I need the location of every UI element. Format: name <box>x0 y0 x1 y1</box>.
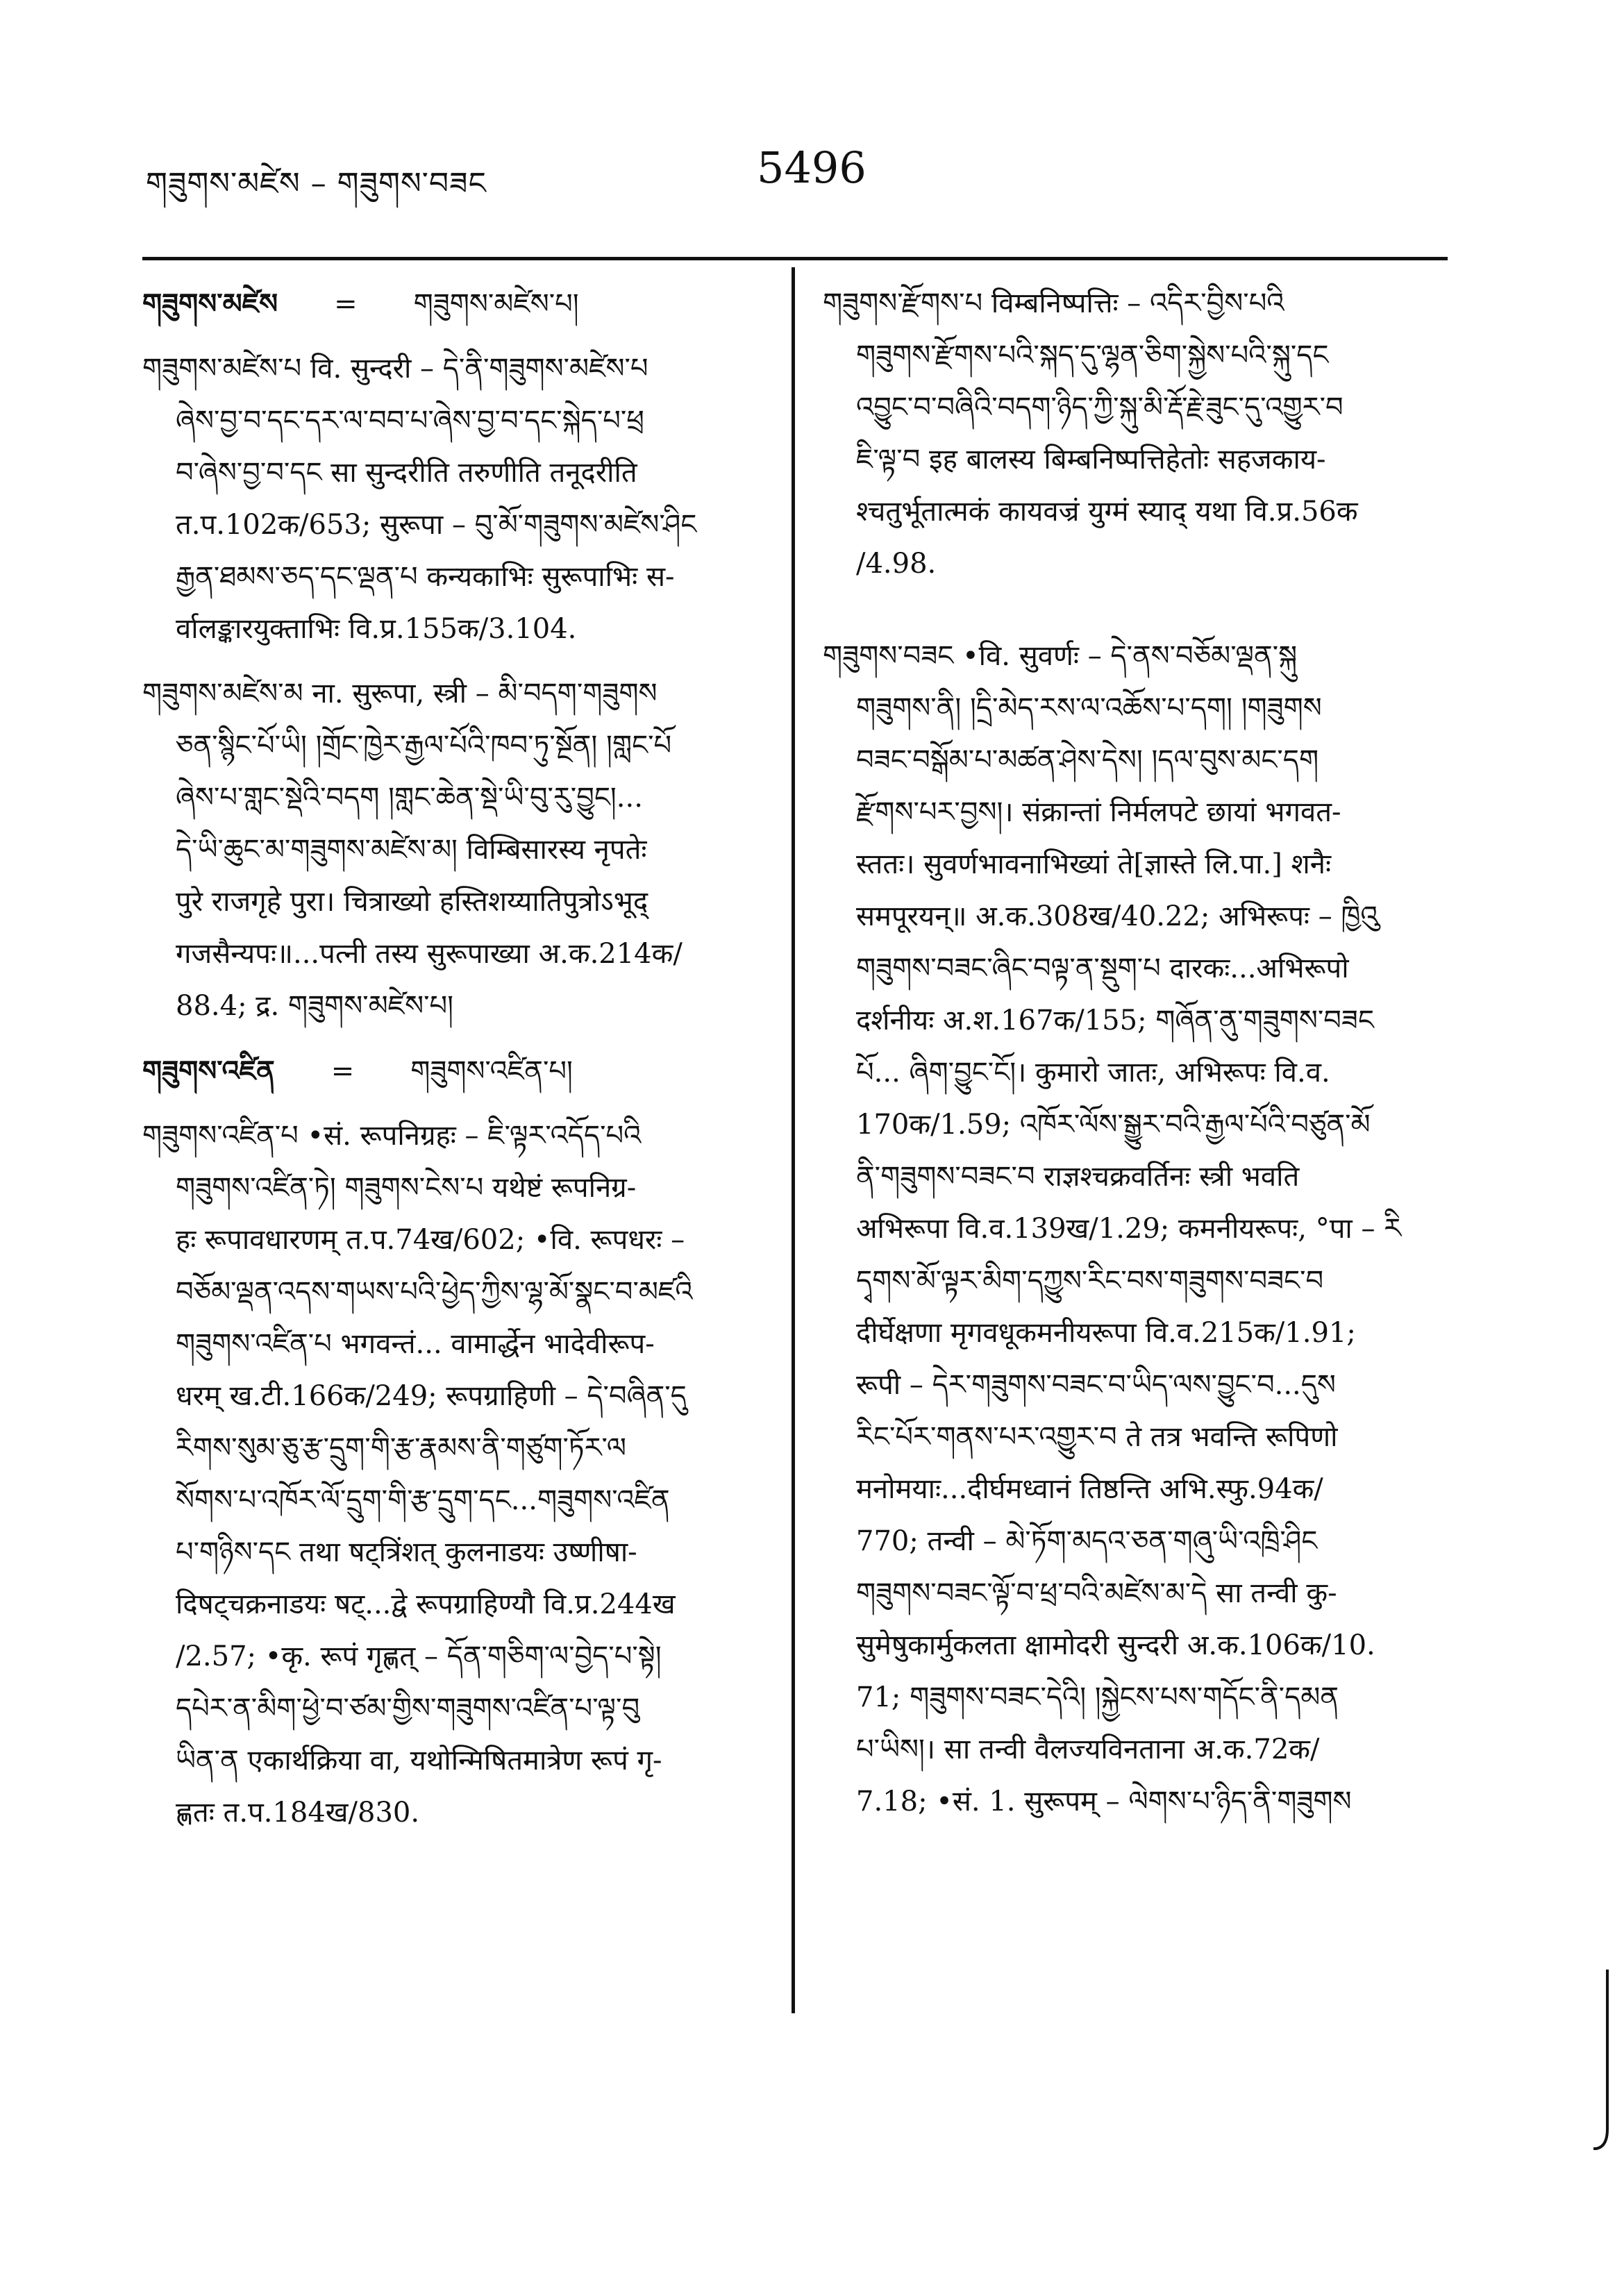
dictionary-entry <box>142 278 781 330</box>
entry-line: स्ततः। सुवर्णभावनाभिख्यां ते[ज्ञास्ते लि.पा.] शनैः <box>856 848 1332 880</box>
scan-edge-mark <box>1593 1970 1612 2150</box>
entry-line: བཟང་བསྒོམ་པ་མཚན་ཤེས་དེས། །དལ་བུས་མང་དག <box>856 744 1319 776</box>
entry-line: अभिरूपा वि.व.139ख/1.29; कमनीयरूपः, °पा – རི <box>856 1213 1402 1245</box>
dictionary-entry <box>142 1110 781 1839</box>
entry-line: /2.57; •कृ. रूपं गृह्णत् – དོན་གཅིག་ལ་བྱེད་པ་སྟེ། <box>176 1640 662 1672</box>
entry-line: དེ་ཡི་ཆུང་མ་གཟུགས་མཛེས་མ། विम्बिसारस्य नृपतेः <box>176 834 647 866</box>
entry-line: ह्णतः त.प.184ख/830. <box>176 1797 420 1829</box>
entry-line: ཞེས་པ་གླང་སྡེའི་བདག །གླང་ཆེན་སྡེ་ཡི་བུ་རུ་བྱུང།... <box>176 782 643 814</box>
entry-line: दिषट्चक्रनाडयः षट्...द्वे रूपग्राहिण्यौ वि.प्र.244ख <box>176 1588 676 1620</box>
entry-line: གཟུགས་བཟང་ཞིང་བལྟ་ན་སྡུག་པ दारकः...अभिरूपो <box>856 952 1349 984</box>
entry-line: र्वालङ्कारयुक्ताभिः वि.प्र.155क/3.104. <box>176 613 577 645</box>
entry-line: रूपी – དེར་གཟུགས་བཟང་བ་ཡིད་ལས་བྱུང་བ...དུས <box>856 1369 1336 1401</box>
entry-line: སོགས་པ་འཁོར་ལོ་དྲུག་གི་རྩ་དྲུག་དང...གཟུགས་འཛིན <box>176 1484 670 1516</box>
entry-line: བ་ཞེས་བྱ་བ་དང सा सुन्दरीति तरुणीति तनूदरीति <box>176 457 637 489</box>
cross-reference: གཟུགས་འཛིན་པ། <box>410 1055 573 1087</box>
entry-line: གཟུགས་རྫོགས་པ विम्बनिष्पत्तिः – འདིར་བྱིས་པའི <box>823 287 1284 319</box>
dictionary-entry <box>142 343 781 655</box>
dictionary-entry <box>823 630 1462 1828</box>
entry-line: 170क/1.59; འཁོར་ལོས་སྒྱུར་བའི་རྒྱལ་པོའི་བཙུན་མོ <box>856 1109 1371 1141</box>
entry-line: གཟུགས་འཛིན་པ •सं. रूपनिग्रहः – ཇི་ལྟར་འདོད་པའི <box>142 1120 642 1152</box>
entry-line: हः रूपावधारणम् त.प.74ख/602; •वि. रूपधरः – <box>176 1224 685 1256</box>
dictionary-entry <box>142 668 781 1032</box>
entry-line: རྫོགས་པར་བྱས།। संक्रान्तां निर्मलपटे छायां भगवत- <box>856 796 1341 828</box>
entry-line: धरम् ख.टी.166क/249; रूपग्राहिणी – དེ་བཞིན་དུ <box>176 1380 687 1412</box>
entry-line: /4.98. <box>856 548 937 580</box>
entry-line: दीर्घेक्षणा मृगवधूकमनीयरूपा वि.व.215क/1.91; <box>856 1317 1356 1349</box>
entry-line: 88.4; द्र. གཟུགས་མཛེས་པ། <box>176 990 454 1022</box>
entry-line: རིང་པོར་གནས་པར་འགྱུར་བ ते तत्र भवन्ति रूपिणो <box>856 1421 1338 1453</box>
dictionary-entry <box>823 278 1462 590</box>
entry-line: གཟུགས་བཟང་ལྟོ་བ་ཕྲ་བའི་མཛེས་མ་དེ सा तन्वी कु- <box>856 1577 1337 1609</box>
entry-line: གཟུགས་ནི། །དྲི་མེད་རས་ལ་འཆོས་པ་དག། །གཟུགས <box>856 692 1322 724</box>
entry-line: ཡིན་ན एकार्थक्रिया वा, यथोन्मिषितमात्रेण रूपं गृ- <box>176 1745 662 1777</box>
entry-line: 7.18; •सं. 1. सुरूपम् – ལེགས་པ་ཉིད་ནི་གཟུགས <box>856 1786 1352 1818</box>
dictionary-entry <box>142 1045 781 1098</box>
left-column <box>142 278 781 1852</box>
running-header: གཟུགས་མཛེས – གཟུགས་བཟང <box>146 166 487 201</box>
entry-line: दर्शनीयः अ.श.167क/155; གཞོན་ནུ་གཟུགས་བཟང <box>856 1005 1374 1036</box>
entry-line: गजसैन्यपः॥...पत्नी तस्य सुरूपाख्या अ.क.214क/ <box>176 938 683 970</box>
column-divider <box>792 267 795 2013</box>
entry-line: समपूरयन्॥ अ.क.308ख/40.22; अभिरूपः – ཁྱིའུ <box>856 900 1379 932</box>
entry-line: 770; तन्वी – མེ་ཏོག་མདའ་ཅན་གཞུ་ཡི་འཁྲི་ཤིང <box>856 1525 1318 1557</box>
entry-line: གཟུགས་འཛིན་ཏེ། གཟུགས་ངེས་པ यथेष्टं रूपनिग्र- <box>176 1172 637 1204</box>
entry-line: གཟུགས་མཛེས་མ ना. सुरूपा, स्त्री – མི་བདག་གཟུགས <box>142 678 658 710</box>
entry-line: 71; གཟུགས་བཟང་དེའི། །སྐྱེངས་པས་གདོང་ནི་དམན <box>856 1681 1339 1713</box>
right-column <box>823 278 1462 1840</box>
entry-line: པ་ཡིས།। सा तन्वी वैलज्यविनताना अ.क.72क/ <box>856 1733 1320 1765</box>
entry-line: ནི་གཟུགས་བཟང་བ राज्ञश्चक्रवर्तिनः स्त्री भवति <box>856 1161 1300 1193</box>
entry-line: པོ... ཞིག་བྱུང་ངོ།। कुमारो जातः, अभिरूपः वि.व. <box>856 1057 1330 1089</box>
entry-line: འབྱུང་བ་བཞིའི་བདག་ཉིད་ཀྱི་སྐུ་མི་རྡོ་རྗེ་ཟུང་དུ་འགྱུར་བ <box>856 392 1343 423</box>
entry-line: त.प.102क/653; सुरूपा – བུ་མོ་གཟུགས་མཛེས་ཤིང <box>176 509 697 541</box>
entry-line: सुमेषुकार्मुकलता क्षामोदरी सुन्दरी अ.क.106क/10. <box>856 1629 1375 1661</box>
entry-line: པ་གཉིས་དང तथा षट्त्रिंशत् कुलनाडयः उष्णीषा- <box>176 1536 637 1568</box>
entry-line: གཟུགས་མཛེས་པ वि. सुन्दरी – དེ་ནི་གཟུགས་མཛེས་པ <box>142 353 648 385</box>
entry-line: ཇི་ལྟ་བ इह बालस्य बिम्बनिष्पत्तिहेतोः सहजकाय- <box>856 444 1326 476</box>
entry-line: གཟུགས་བཟང •वि. सुवर्णः – དེ་ནས་བཅོམ་ལྡན་སྐུ <box>823 640 1298 672</box>
equals-sign: = <box>334 288 358 320</box>
header-rule <box>142 257 1448 260</box>
page-number: 5496 <box>757 142 867 193</box>
entry-line: གཟུགས་འཛིན་པ भगवन्तं... वामार्द्धेन भादेवीरूप- <box>176 1328 655 1360</box>
entry-line: དྭགས་མོ་ལྟར་མིག་དཀྱུས་རིང་བས་གཟུགས་བཟང་བ <box>856 1265 1324 1297</box>
entry-line: རིགས་སུམ་ཅུ་རྩ་དྲུག་གི་རྩ་རྣམས་ནི་གཙུག་ཏོར་ལ <box>176 1432 626 1464</box>
equals-sign: = <box>330 1055 355 1087</box>
entry-line: ཅན་སྙིང་པོ་ཡི། །གྲོང་ཁྱེར་རྒྱལ་པོའི་ཁབ་ཏུ་སྔོན། །གླང་པོ <box>176 730 672 762</box>
entry-line: བཅོམ་ལྡན་འདས་གཡས་པའི་ཕྱེད་ཀྱིས་ལྷ་མོ་སྣང་བ་མཛའི <box>176 1276 693 1308</box>
entry-line: གཟུགས་རྫོགས་པའི་སྐད་དུ་ལྷན་ཅིག་སྐྱེས་པའི་སྐུ་དང <box>856 339 1329 371</box>
entry-line: श्चतुर्भूतात्मकं कायवज्रं युग्मं स्याद् यथा वि.प्र.56क <box>856 496 1358 528</box>
headword: གཟུགས་འཛིན <box>142 1055 275 1087</box>
entry-line: पुरे राजगृहे पुरा। चित्राख्यो हस्तिशय्यातिपुत्रोऽभूद् <box>176 886 648 918</box>
entry-line: དཔེར་ན་མིག་ཕྱེ་བ་ཙམ་གྱིས་གཟུགས་འཛིན་པ་ལྟ་བུ <box>176 1693 640 1724</box>
entry-line: ཞེས་བྱ་བ་དང་དར་ལ་བབ་པ་ཞེས་བྱ་བ་དང་སྐེད་པ་ཕྲ <box>176 405 644 437</box>
cross-reference: གཟུགས་མཛེས་པ། <box>413 288 579 320</box>
headword: གཟུགས་མཛེས <box>142 287 278 320</box>
entry-line: मनोमयाः...दीर्घमध्वानं तिष्ठन्ति अभि.स्फु.94क/ <box>856 1473 1323 1505</box>
entry-line: རྒྱན་ཐམས་ཅད་དང་ལྡན་པ कन्यकाभिः सुरूपाभिः स- <box>176 561 675 593</box>
